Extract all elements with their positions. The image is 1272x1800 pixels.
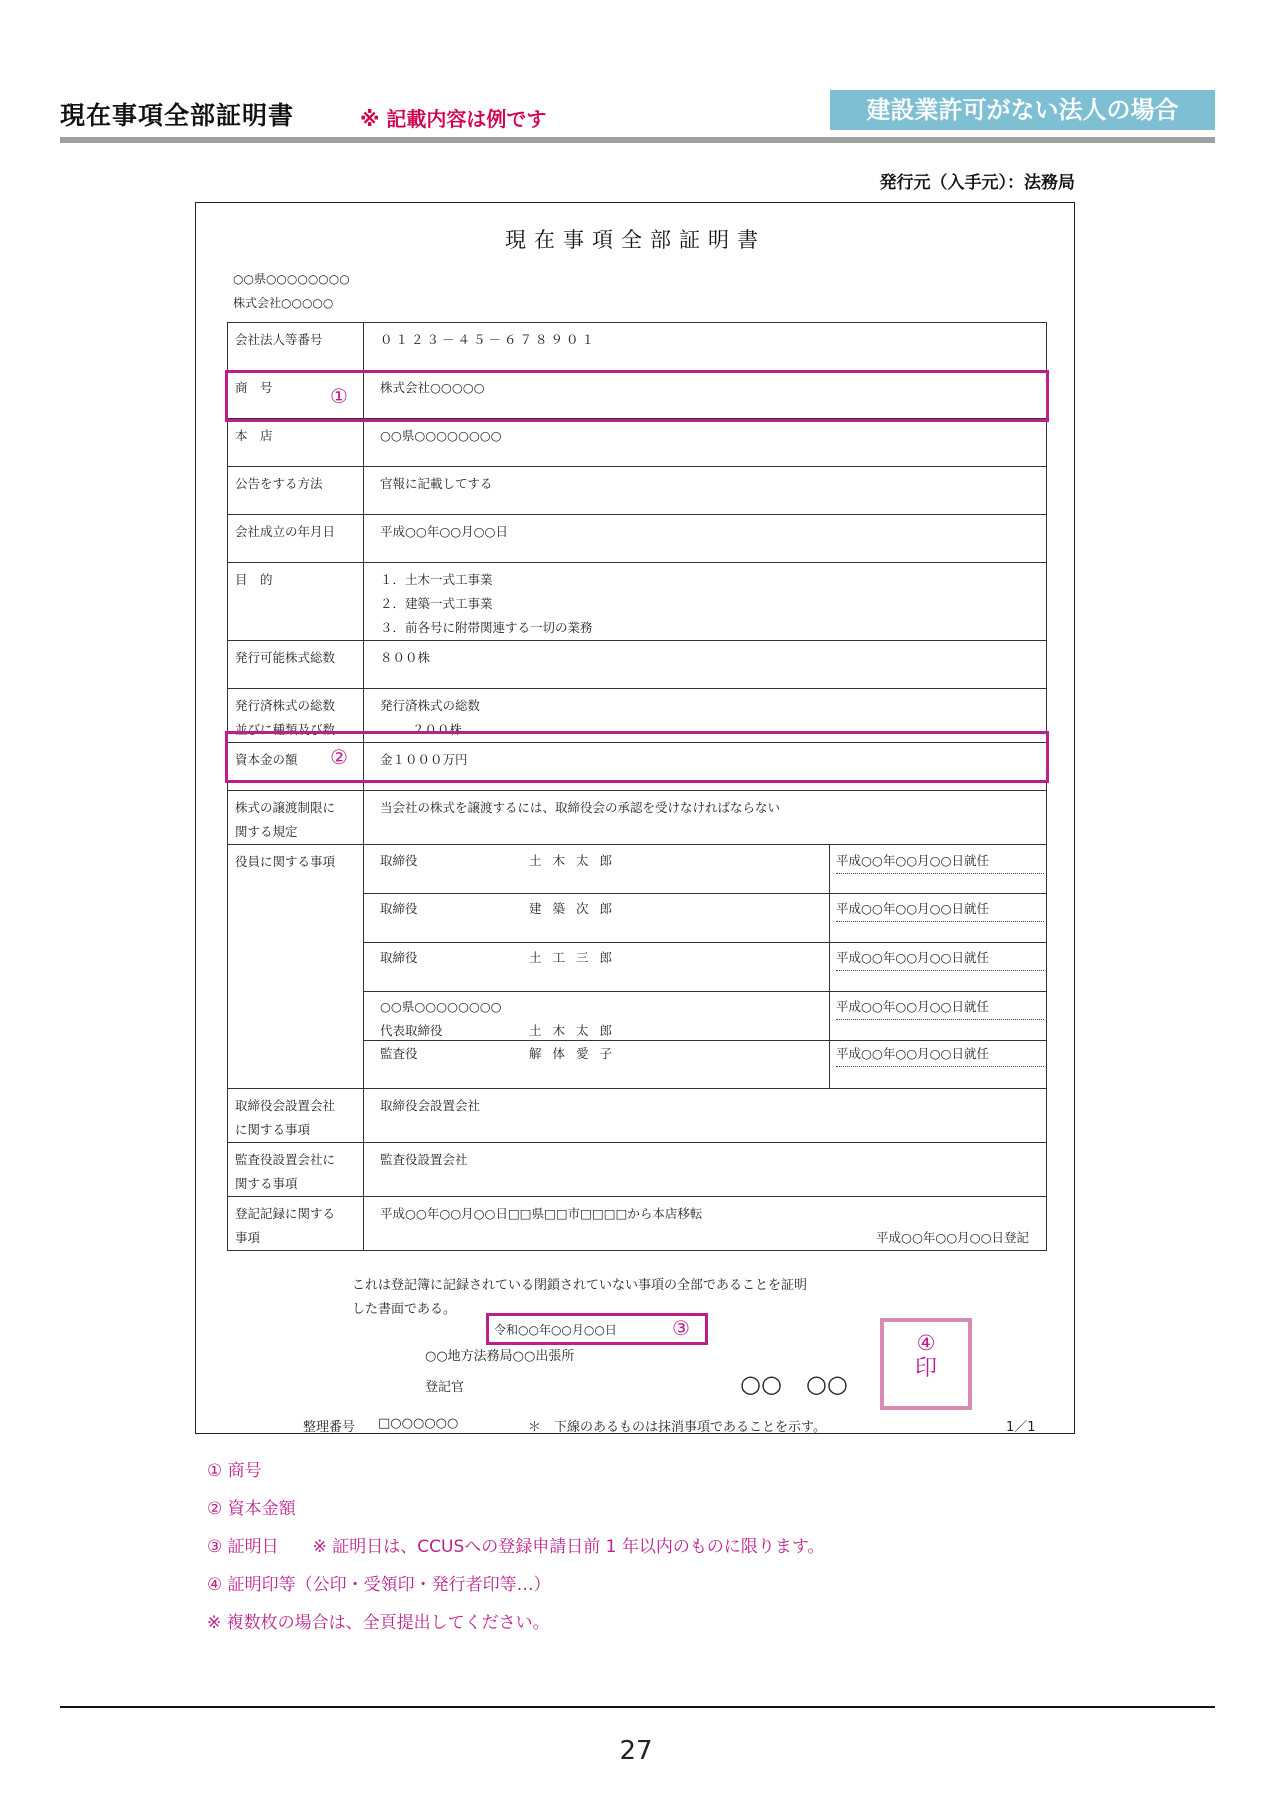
case-badge: 建設業許可がない法人の場合 (830, 90, 1215, 130)
registrar-label: 登記官 (425, 1380, 465, 1395)
legend-item: ④ 証明印等（公印・受領印・発行者印等…） (207, 1575, 551, 1595)
legend-item: ③ 証明日 ※ 証明日は、CCUSへの登録申請日前 1 年以内のものに限ります。 (207, 1537, 825, 1557)
table-row (228, 323, 1047, 371)
seal-stamp (880, 1318, 972, 1410)
label-line: 登記記録に関する (235, 1206, 336, 1221)
table-row (228, 1197, 1047, 1251)
legend-item: ② 資本金額 (207, 1499, 296, 1519)
table-row (228, 791, 1047, 845)
value-line: ２００株 (412, 722, 463, 737)
row-label (228, 1197, 364, 1251)
transfer-value: 当会社の株式を譲渡するには、取締役会の承認を受けなければならない (364, 791, 1047, 845)
head-office-value: ○○県○○○○○○○○ (364, 419, 1047, 467)
officer-date: 平成○○年○○月○○日就任 (836, 897, 1044, 922)
reference-label: 整理番号 (303, 1420, 356, 1435)
footer-rule (60, 1706, 1215, 1708)
label-line: 取締役会設置会社 (235, 1098, 336, 1113)
officer-name: 土工三郎 (529, 950, 624, 965)
row-label: 発行可能株式総数 (228, 641, 364, 689)
record-value (364, 1197, 1047, 1251)
officer-title: 取締役 (380, 901, 418, 916)
legal-office: ○○地方法務局○○出張所 (425, 1349, 575, 1364)
capital-highlight (225, 731, 1049, 783)
table-row (228, 467, 1047, 515)
officer-title: 取締役 (380, 853, 418, 868)
row-label: 本 店 (228, 419, 364, 467)
row-label: 資本金の額 (228, 743, 364, 791)
marker-2: ② (330, 745, 348, 769)
row-label: 商 号 (228, 371, 364, 419)
label-line: 関する事項 (235, 1176, 298, 1191)
issuer-label: 発行元（入手元）：法務局 (879, 173, 1075, 193)
certificate-title: 現在事項全部証明書 (505, 228, 766, 252)
purpose-value (364, 563, 1047, 641)
value-line: 平成○○年○○月○○日□□県□□市□□□□から本店移転 (380, 1206, 703, 1221)
officer-row (364, 942, 1046, 992)
row-label: 会社法人等番号 (228, 323, 364, 371)
legend-item: ① 商号 (207, 1461, 262, 1481)
table-row (228, 419, 1047, 467)
registration-date: 平成○○年○○月○○日登記 (876, 1230, 1029, 1245)
purpose-item: １．土木一式工事業 (380, 572, 493, 587)
label-line: に関する事項 (235, 1122, 311, 1137)
seal-text: 印 (914, 1356, 937, 1381)
officer-date: 平成○○年○○月○○日就任 (836, 995, 1044, 1020)
officer-date: 平成○○年○○月○○日就任 (836, 946, 1044, 971)
registrar-name: ○○ ○○ (740, 1370, 848, 1398)
reference-number: □○○○○○○ (378, 1416, 459, 1431)
trade-name-highlight (225, 370, 1049, 422)
table-row (228, 1143, 1047, 1197)
certification-statement: これは登記簿に記録されている閉鎖されていない事項の全部であることを証明 (352, 1278, 808, 1293)
officer-title: 代表取締役 (380, 1023, 443, 1038)
capital-value: 金１０００万円 (364, 743, 1047, 791)
table-row (228, 641, 1047, 689)
officers-grid (364, 845, 1046, 1088)
header-company: 株式会社○○○○○ (233, 296, 334, 310)
table-row (228, 563, 1047, 641)
row-label: 役員に関する事項 (228, 845, 364, 1089)
purpose-item: ３．前各号に附帯関連する一切の業務 (380, 620, 593, 635)
example-note: ※ 記載内容は例です (360, 107, 547, 131)
marker-1: ① (330, 384, 348, 408)
page-number: 27 (619, 1736, 653, 1766)
page-title: 現在事項全部証明書 (60, 101, 295, 130)
registry-table (227, 322, 1047, 1251)
officer-name: 建築次郎 (529, 901, 624, 916)
officer-title: 監査役 (380, 1046, 418, 1061)
row-label: 目 的 (228, 563, 364, 641)
certification-statement: した書面である。 (352, 1302, 457, 1317)
row-label: 公告をする方法 (228, 467, 364, 515)
officer-date: 平成○○年○○月○○日就任 (836, 1042, 1044, 1067)
notice-value: 官報に記載してする (364, 467, 1047, 515)
marker-3: ③ (672, 1316, 690, 1340)
certification-date: 令和○○年○○月○○日 (494, 1323, 617, 1337)
label-line: 並びに種類及び数 (235, 722, 336, 737)
officers-cell (364, 845, 1047, 1089)
trade-name-value: 株式会社○○○○○ (364, 371, 1047, 419)
officer-name: 土木太郎 (529, 853, 624, 868)
table-row (228, 515, 1047, 563)
label-line: 株式の譲渡制限に (235, 800, 336, 815)
purpose-item: ２．建築一式工事業 (380, 596, 493, 611)
value-line: 発行済株式の総数 (380, 698, 481, 713)
legend-item: ※ 複数枚の場合は、全頁提出してください。 (207, 1613, 550, 1633)
row-label (228, 1143, 364, 1197)
page-indicator: 1／1 (1006, 1420, 1036, 1435)
corp-number-value: ０１２３－４５－６７８９０１ (364, 323, 1047, 371)
underline-note: ＊ 下線のあるものは抹消事項であることを示す。 (528, 1420, 826, 1435)
officer-name: 土木太郎 (529, 1023, 624, 1038)
label-line: 関する規定 (235, 824, 298, 839)
header-address: ○○県○○○○○○○○ (233, 272, 350, 286)
officer-row (364, 893, 1046, 943)
row-label: 会社成立の年月日 (228, 515, 364, 563)
label-line: 発行済株式の総数 (235, 698, 336, 713)
established-value: 平成○○年○○月○○日 (364, 515, 1047, 563)
marker-4: ④ (916, 1331, 936, 1355)
officer-name: 解体愛子 (529, 1046, 624, 1061)
board-value: 取締役会設置会社 (364, 1089, 1047, 1143)
officer-row (364, 1040, 1046, 1089)
row-label (228, 1089, 364, 1143)
table-row (228, 845, 1047, 1089)
officer-title: 取締役 (380, 950, 418, 965)
header-rule (60, 137, 1215, 143)
auditor-value: 監査役設置会社 (364, 1143, 1047, 1197)
row-label (228, 791, 364, 845)
officer-row (364, 991, 1046, 1041)
table-row (228, 1089, 1047, 1143)
authorized-shares-value: ８００株 (364, 641, 1047, 689)
officer-row (364, 845, 1046, 894)
label-line: 事項 (235, 1230, 261, 1245)
officer-date: 平成○○年○○月○○日就任 (836, 849, 1044, 874)
label-line: 監査役設置会社に (235, 1152, 336, 1167)
officer-address: ○○県○○○○○○○○ (380, 999, 502, 1014)
